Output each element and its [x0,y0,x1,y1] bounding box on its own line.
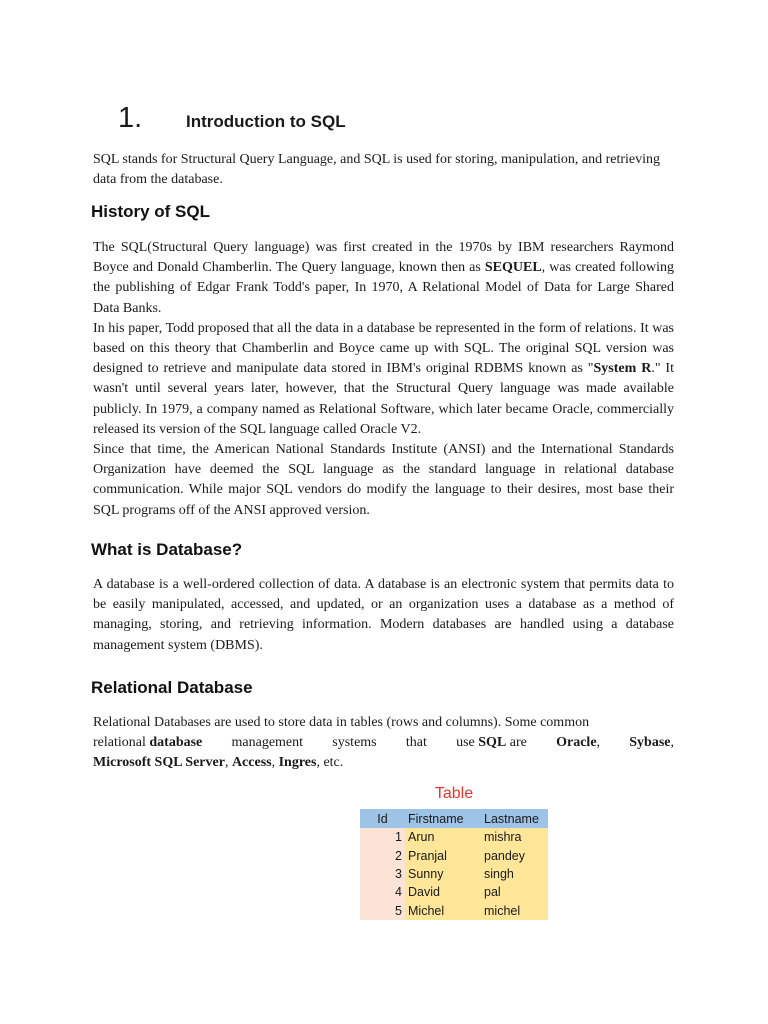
rel-word-group-1 [93,733,202,753]
word-etc: , etc. [316,755,344,771]
chapter-title: Introduction to SQL [186,112,346,131]
history-p2-start: In his paper, Todd proposed that all the data in a database be represented in the form of relations. It was based on this theory that Chamberlin and Boyce came up with SQL. The original SQL version was designed to retrieve and manipulate data stored in IBM's original RDBMS known as " [93,320,674,377]
header-firstname: Firstname [405,809,481,828]
word-access: Access [231,755,272,771]
word-are: are [509,735,527,751]
history-paragraph-1 [93,238,674,319]
cell-lastname: pandey [481,846,548,864]
cell-firstname: Sunny [405,865,481,883]
word-that: that [405,735,427,751]
relational-heading: Relational Database [91,678,253,697]
cell-id: 4 [360,883,405,901]
word-sybase: Sybase [629,735,671,751]
rel-word-group-3: Oracle, [556,735,601,751]
history-p1-end: , was created following the publishing of Edgar Frank Todd's paper, In 1970, A Relational Model of Data for Large Shared Data Banks. [93,260,674,316]
history-p2-end: ." It wasn't until several years later, however, that the Structural Query language was made available publicly. In 1979, a company named as Relational Software, which later became Oracle, commercially released its version of the SQL language called Oracle V2. [93,361,674,437]
word-relational: relational [93,735,146,751]
database-paragraph: A database is a well-ordered collection of data. A database is an electronic system that permits data to be easily manipulated, accessed, and updated, or an organization uses a database as a method of managing, storing, and retrieving information. Modern databases are handled using a database management system (DBMS). [93,577,674,653]
header-lastname: Lastname [481,809,548,828]
cell-lastname: singh [481,865,548,883]
history-text [93,238,674,521]
header-id: Id [360,809,405,828]
cell-lastname: michel [481,902,548,920]
relational-paragraph [93,713,674,774]
chapter-heading [118,102,346,135]
database-heading: What is Database? [91,540,243,559]
system-r-term: System R [593,361,652,377]
word-ingres: Ingres [278,755,317,771]
history-heading: History of SQL [91,202,211,221]
table-row [360,883,548,901]
word-mssql: Microsoft SQL Server [93,755,225,771]
cell-lastname: mishra [481,828,548,846]
cell-firstname: David [405,883,481,901]
cell-firstname: Arun [405,828,481,846]
cell-lastname: pal [481,883,548,901]
relational-line-2 [93,733,674,753]
cell-id: 3 [360,865,405,883]
table-row [360,846,548,864]
history-paragraph-3: Since that time, the American National Standards Institute (ANSI) and the International Standards Organization have deemed the SQL language as the standard language in relational database communication. While major SQL vendors do modify the language to their desires, most base their SQL programs off of the ANSI approved version. [93,442,674,518]
cell-id: 5 [360,902,405,920]
example-table [360,809,548,920]
sequel-term: SEQUEL [484,260,542,276]
word-systems: systems [332,735,377,751]
cell-firstname: Michel [405,902,481,920]
table-figure [360,781,548,920]
cell-id: 2 [360,846,405,864]
cell-firstname: Pranjal [405,846,481,864]
table-row [360,828,548,846]
relational-line-1: Relational Databases are used to store data in tables (rows and columns). Some common [93,715,590,730]
word-database: database [149,735,203,751]
history-p1-start: The SQL(Structural Query language) was first created in the 1970s by IBM researchers Raymond Boyce and Donald Chamberlin. The Query language, known then as [93,240,674,276]
table-row [360,865,548,883]
figure-title: Table [434,785,474,802]
intro-paragraph: SQL stands for Structural Query Language, and SQL is used for storing, manipulation, and retrieving data from the database. [93,152,661,188]
word-sql: SQL [478,735,507,751]
rel-word-group-4: Sybase, [629,735,674,751]
history-paragraph-2 [93,319,674,440]
word-use: use [456,735,475,751]
table-row [360,902,548,920]
chapter-number: 1. [118,102,143,134]
cell-id: 1 [360,828,405,846]
table-header-row [360,809,548,828]
rel-word-group-2 [456,733,527,753]
word-oracle: Oracle [556,735,597,751]
word-management: management [231,735,304,751]
relational-line-3: Microsoft SQL Server, Access, Ingres, etc. [93,755,344,771]
